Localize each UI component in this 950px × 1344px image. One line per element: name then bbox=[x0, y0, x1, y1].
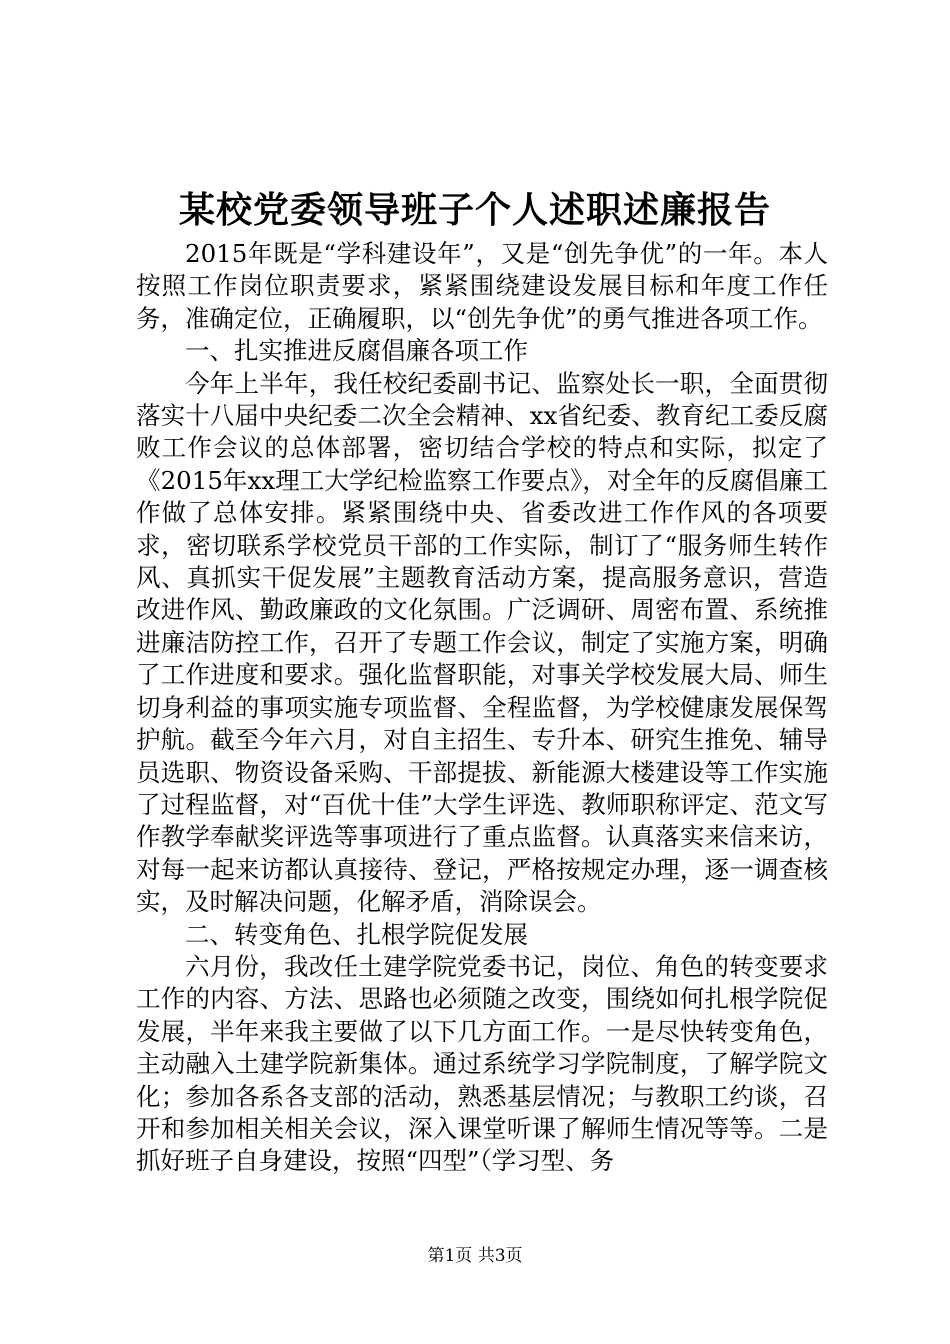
document-title: 某校党委领导班子个人述职述廉报告 bbox=[178, 189, 771, 231]
page-footer: 第1页 共3页 bbox=[427, 1246, 523, 1266]
section-heading-1: 一、扎实推进反腐倡廉各项工作 bbox=[185, 336, 528, 366]
intro-paragraph: 2015年既是“学科建设年”，又是“创先争优”的一年。本人按照工作岗位职责要求，紧紧围绕建设发展目标和年度工作任务，准确定位，正确履职，以“创先争优”的勇气推进各项工作。 bbox=[136, 239, 828, 333]
document-body bbox=[136, 238, 828, 1178]
section-1-paragraph: 今年上半年，我任校纪委副书记、监察处长一职，全面贯彻落实十八届中央纪委二次全会精神、xx省纪委、教育纪工委反腐败工作会议的总体部署，密切结合学校的特点和实际，拟定了《2015年xx理工大学纪检监察工作要点》，对全年的反腐倡廉工作做了总体安排。紧紧围绕中央、省委改进工作作风的各项要求，密切联系学校党员干部的工作实际，制订了“服务师生转作风、真抓实干促发展”主题教育活动方案，提高服务意识，营造改进作风、勤政廉政的文化氛围。广泛调研、周密布置、系统推进廉洁防控工作，召开了专题工作会议，制定了实施方案，明确了工作进度和要求。强化监督职能，对事关学校发展大局、师生切身利益的事项实施专项监督、全程监督，为学校健康发展保驾护航。截至今年六月，对自主招生、专升本、研究生推免、辅导员选职、物资设备采购、干部提拔、新能源大楼建设等工作实施了过程监督，对“百优十佳”大学生评选、教师职称评定、范文写作教学奉献奖评选等事项进行了重点监督。认真落实来信来访，对每一起来访都认真接待、登记，严格按规定办理，逐一调查核实，及时解决问题，化解矛盾，消除误会。 bbox=[136, 368, 828, 917]
section-heading-2: 二、转变角色、扎根学院促发展 bbox=[185, 919, 528, 949]
section-2-paragraph: 六月份，我改任土建学院党委书记，岗位、角色的转变要求工作的内容、方法、思路也必须随之改变，围绕如何扎根学院促发展，半年来我主要做了以下几方面工作。一是尽快转变角色，主动融入土建学院新集体。通过系统学习学院制度，了解学院文化；参加各系各支部的活动，熟悉基层情况；与教职工约谈，召开和参加相关相关会议，深入课堂听课了解师生情况等等。二是抓好班子自身建设，按照“四型”（学习型、务 bbox=[136, 951, 828, 1176]
